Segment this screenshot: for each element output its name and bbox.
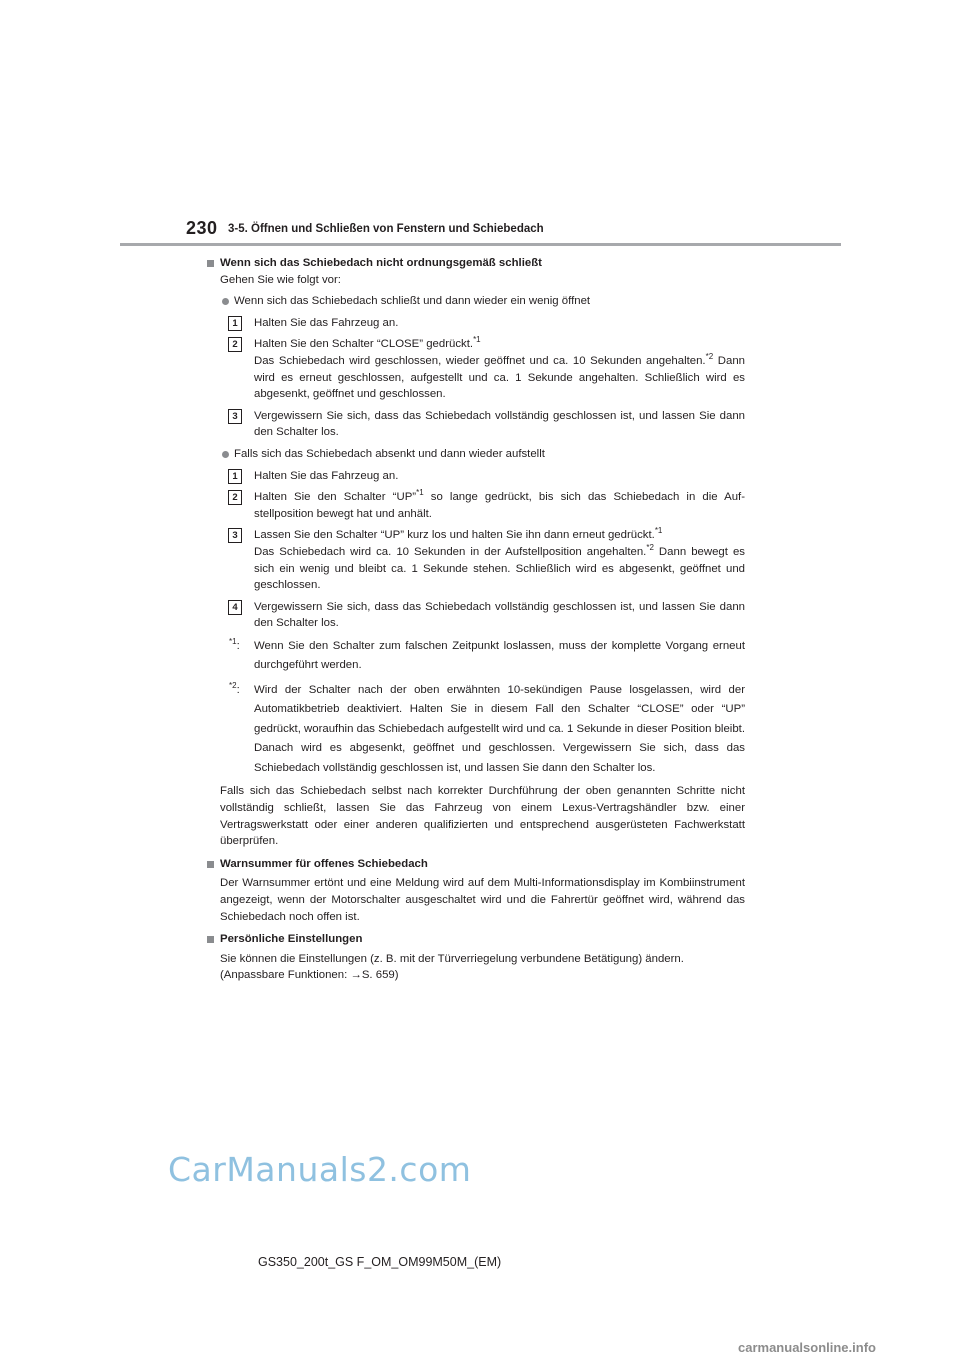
header-rule bbox=[120, 243, 841, 246]
step-item bbox=[207, 336, 745, 402]
case-title: Falls sich das Schiebedach absenkt und dann wieder aufstellt bbox=[234, 447, 545, 460]
step-item bbox=[207, 315, 745, 332]
step-number: 3 bbox=[228, 409, 242, 424]
footnote-ref: *1 bbox=[416, 488, 424, 498]
page-header bbox=[186, 218, 746, 242]
step-item bbox=[207, 468, 745, 485]
footnote-mark: $^{*2}$: bbox=[229, 681, 240, 696]
step-text: so lange gedrückt, bis sich das Schiebedach in die Aufstellposition bewegt hat und anhält. bbox=[254, 491, 746, 520]
footnote bbox=[207, 681, 745, 779]
page-reference-link[interactable]: S. 659 bbox=[361, 969, 395, 982]
case-title: Wenn sich das Schiebedach schließt und dann wieder ein wenig öffnet bbox=[234, 295, 591, 308]
footer-doc-code: GS350_200t_GS F_OM_OM99M50M_(EM) bbox=[258, 1255, 502, 1269]
step-number: 3 bbox=[228, 528, 242, 543]
footnote-ref: *1 bbox=[654, 526, 663, 536]
step-text: Halten Sie den Schalter “CLOSE” gedrückt. bbox=[254, 338, 474, 351]
step-text: Das Schiebedach wird ca. 10 Sekunden in der Aufstellposition angehalten. bbox=[254, 545, 647, 558]
step-text: Dann bewegt es sich ein wenig und bleibt ca. 1 Sekunde stehen. Schließlich wird es abgesenkt, geöffnet und geschlossen. bbox=[254, 545, 745, 592]
section-title: Persönliche Einstellungen bbox=[220, 933, 363, 946]
step-item bbox=[207, 599, 745, 632]
footnote-ref: *1 bbox=[473, 335, 481, 345]
square-bullet-icon bbox=[207, 861, 214, 868]
step-text: Vergewissern Sie sich, dass das Schiebedach vollständig geschlossen ist, und lassen Sie dann den Schalter los. bbox=[254, 600, 745, 630]
step-number: 4 bbox=[228, 600, 242, 615]
step-text: Das Schiebedach wird geschlossen, wieder geöffnet und ca. 10 Sekunden angehalten. bbox=[254, 354, 706, 367]
section-title: Wenn sich das Schiebedach nicht ordnungsgemäß schließt bbox=[220, 257, 542, 269]
footnote-text: Wenn Sie den Schalter zum falschen Zeitpunkt loslassen, muss der komplette Vorgang erneut durchgeführt werden. bbox=[254, 639, 745, 672]
page-number: 230 bbox=[186, 218, 218, 238]
chapter-title: 3-5. Öffnen und Schließen von Fenstern und Schiebedach bbox=[228, 223, 544, 235]
section-text: Sie können die Einstellungen (z. B. mit der Türverriegelung verbundene Betätigung) ändern. (Anpassbare Funktionen: →S. 659) bbox=[220, 952, 684, 982]
section-heading bbox=[207, 931, 745, 948]
step-text: Dann wird es erneut geschlossen, aufgestellt und ca. 1 Sekunde angehalten. Schließlich wird es abgesenkt, geöffnet und geschlossen. bbox=[254, 354, 745, 401]
step-item bbox=[207, 408, 745, 441]
circle-bullet-icon bbox=[222, 298, 229, 305]
circle-bullet-icon bbox=[222, 451, 229, 458]
intro-text: Gehen Sie wie folgt vor: bbox=[220, 273, 341, 286]
case-bullet bbox=[207, 293, 745, 310]
step-item bbox=[207, 527, 745, 593]
square-bullet-icon bbox=[207, 936, 214, 943]
step-number: 1 bbox=[228, 469, 242, 484]
section-text: Der Warnsummer ertönt und eine Meldung wird auf dem Multi-Informationsdisplay im Kombiinstrument angezeigt, wenn der Motorschalter ausgeschaltet wird und die Fahrertür geöffnet wird, während das Schiebedach noch offen ist. bbox=[220, 877, 745, 923]
step-number: 1 bbox=[228, 316, 242, 331]
footnote-mark: $^{*1}$: bbox=[229, 637, 240, 652]
arrow-icon: → bbox=[350, 969, 362, 982]
section-heading bbox=[207, 856, 745, 873]
step-number: 2 bbox=[228, 337, 242, 352]
step-text: Halten Sie das Fahrzeug an. bbox=[254, 469, 399, 482]
step-text: Halten Sie den Schalter “UP” bbox=[254, 491, 417, 504]
step-text: Lassen Sie den Schalter “UP” kurz los und halten Sie ihn dann erneut gedrückt. bbox=[254, 529, 655, 542]
step-number: 2 bbox=[228, 490, 242, 505]
step-item bbox=[207, 489, 745, 522]
footer-site-watermark: carmanualsonline.info bbox=[738, 1340, 876, 1355]
section-title: Warnsummer für offenes Schiebedach bbox=[220, 857, 428, 870]
square-bullet-icon bbox=[207, 260, 214, 267]
footnote-ref: *2 bbox=[646, 543, 654, 553]
footnote bbox=[207, 637, 745, 676]
footnote-ref: *2 bbox=[705, 352, 714, 362]
step-text: Halten Sie das Fahrzeug an. bbox=[254, 316, 399, 329]
footnote-text: Wird der Schalter nach der oben erwähnten 10-sekündigen Pause losgelassen, wird der Automatikbetrieb deaktiviert. Halten Sie in diesem Fall den Schalter “CLOSE” oder “UP” gedrückt, woraufhin das Schiebedach aufgestellt wird und ca. 1 Sekunde in dieser Position bleibt. Danach wird es abgesenkt, geöffnet und geschlossen. Vergewissern Sie sich, dass das Schiebedach vollständig geschlossen ist, und lassen Sie dann den Schalter los. bbox=[254, 683, 745, 774]
section-heading bbox=[207, 255, 745, 272]
watermark-logo: CarManuals2.com bbox=[168, 1150, 472, 1189]
step-text: Vergewissern Sie sich, dass das Schiebedach vollständig geschlossen ist, und lassen Sie dann den Schalter los. bbox=[254, 409, 745, 439]
settings-text: Sie können die Einstellungen (z. B. mit der Türverriegelung verbundene Betätigung) ändern. bbox=[220, 952, 684, 965]
closing-paragraph: Falls sich das Schiebedach selbst nach korrekter Durchführung der oben genannten Schritte nicht vollständig schließt, lassen Sie das Fahrzeug von einem Lexus-Vertragshändler bzw. einer Vertragswerkstatt oder einer anderen qualifizierten und entsprechend ausgerüsteten Fachwerkstatt überprüfen. bbox=[220, 785, 745, 848]
case-bullet bbox=[207, 446, 745, 463]
page-content bbox=[207, 255, 745, 984]
